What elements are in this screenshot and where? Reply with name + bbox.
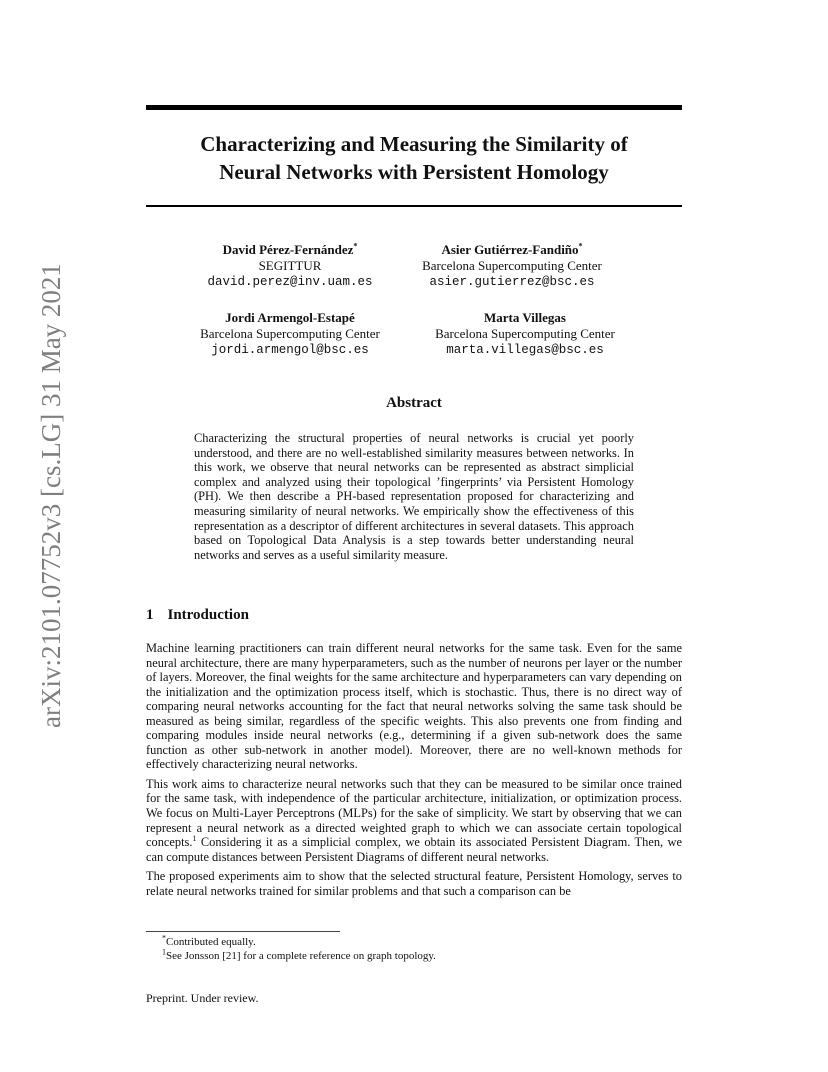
section-number: 1: [146, 607, 154, 623]
author-block-3: [170, 310, 410, 358]
author-email[interactable]: asier.gutierrez@bsc.es: [429, 275, 595, 289]
author-affiliation: SEGITTUR: [258, 258, 322, 273]
footnote-2: $^1$See Jonsson [21] for a complete reference on graph topology.: [162, 947, 436, 962]
author-name: Marta Villegas: [484, 310, 566, 325]
abstract-text: Characterizing the structural properties of neural networks is crucial yet poorly understood, and there are no well-established similarity measures between networks. In this work, we observe that neural networks can be represented as abstract simplicial complex and analyzed using their topological ’fingerprints’ via Persistent Homology (PH). We then describe a PH-based representation proposed for characterizing and measuring similarity of neural networks. We empirically show the effectiveness of this representation as a descriptor of different architectures in several datasets. This approach based on Topological Data Analysis is a step towards better understanding neural networks and serves as a useful similarity measure.: [194, 431, 634, 562]
introduction-body: [146, 641, 682, 903]
title-line-2: Neural Networks with Persistent Homology: [219, 160, 609, 184]
intro-paragraph-1: Machine learning practitioners can train different neural networks for the same task. Even for the same neural architecture, there are many hyperparameters, such as the number of neurons per layer or the number of layers. Moreover, the final weights for the same architecture and hyperparameters can vary depending on the initialization and the optimization process itself, which is stochastic. Thus, there is no direct way of comparing neural networks accounting for the fact that neural networks solving the same task should be measured as being similar, regardless of the specific weights. This also prevents one from finding and comparing modules inside neural networks (e.g., determining if a given sub-network does the same function as other sub-network in another model). Moreover, there are no well-known methods for effectively characterizing neural networks.: [146, 641, 682, 772]
author-block-1: [170, 242, 410, 290]
paper-title: [146, 130, 682, 186]
author-affiliation: Barcelona Supercomputing Center: [422, 258, 602, 273]
author-name: Asier Gutiérrez-Fandiño*: [441, 241, 583, 257]
preprint-notice: Preprint. Under review.: [146, 991, 259, 1005]
author-block-4: [405, 310, 645, 358]
intro-paragraph-3: The proposed experiments aim to show that the selected structural feature, Persistent Homology, serves to relate neural networks trained for similar problems and that such a comparison can be: [146, 869, 682, 898]
footnote-ref[interactable]: 1: [192, 833, 197, 843]
author-name: David Pérez-Fernández*: [222, 241, 358, 257]
abstract-heading: Abstract: [386, 395, 442, 411]
author-name: Jordi Armengol-Estapé: [225, 310, 355, 325]
author-email[interactable]: jordi.armengol@bsc.es: [211, 343, 369, 357]
author-affiliation: Barcelona Supercomputing Center: [435, 326, 615, 341]
title-line-1: Characterizing and Measuring the Similarity of: [200, 132, 628, 156]
arxiv-identifier: arXiv:2101.07752v3 [cs.LG] 31 May 2021: [36, 263, 66, 728]
title-bottom-rule: [146, 205, 682, 207]
author-block-2: [392, 242, 632, 290]
intro-paragraph-2: This work aims to characterize neural networks such that they can be measured to be similar once trained for the same task, with independence of the particular architecture, initialization, or optimization process. We focus on Multi-Layer Perceptrons (MLPs) for the sake of simplicity. We start by observing that we can represent a neural network as a directed weighted graph to which we can associate certain topological concepts.$^1$ Considering it as a simplicial complex, we obtain its associated Persistent Diagram. Then, we can compute distances between Persistent Diagrams of different neural networks.: [146, 776, 682, 864]
author-email[interactable]: david.perez@inv.uam.es: [207, 275, 373, 289]
section-title: Introduction: [167, 607, 249, 623]
title-top-rule: [146, 105, 682, 110]
footnote-1: *Contributed equally.: [162, 933, 256, 948]
author-affiliation: Barcelona Supercomputing Center: [200, 326, 380, 341]
footnote-rule: [146, 931, 340, 932]
section-heading: [146, 607, 249, 624]
author-email[interactable]: marta.villegas@bsc.es: [446, 343, 604, 357]
